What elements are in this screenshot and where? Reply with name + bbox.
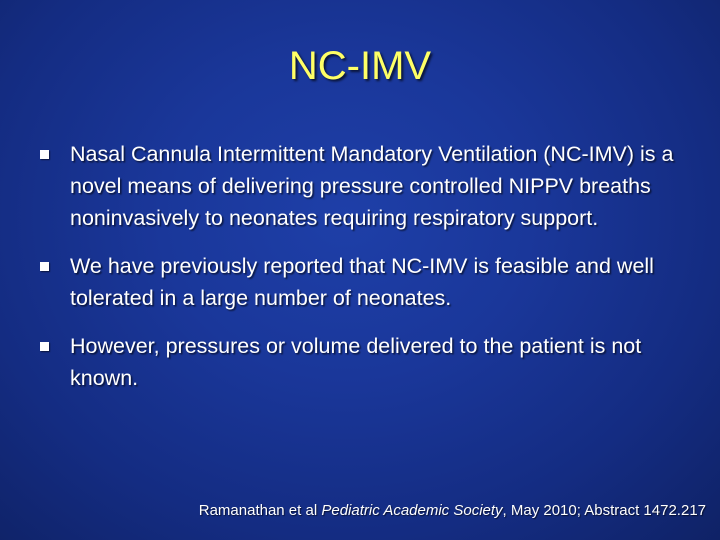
square-bullet-icon bbox=[40, 342, 49, 351]
bullet-text: However, pressures or volume delivered to the patient is not known. bbox=[70, 334, 642, 390]
bullet-list bbox=[38, 138, 688, 394]
citation bbox=[199, 500, 706, 522]
bullet-text: Nasal Cannula Intermittent Mandatory Ventilation (NC-IMV) is a novel means of delivering pressure controlled NIPPV breaths noninvasively to neonates requiring respiratory support. bbox=[70, 142, 674, 230]
bullet-text: We have previously reported that NC-IMV is feasible and well tolerated in a large number of neonates. bbox=[70, 254, 654, 310]
square-bullet-icon bbox=[40, 150, 49, 159]
bullet-item bbox=[38, 138, 688, 234]
square-bullet-icon bbox=[40, 262, 49, 271]
bullet-item bbox=[38, 330, 688, 394]
citation-details: , May 2010; Abstract 1472.217 bbox=[502, 502, 706, 519]
citation-journal: Pediatric Academic Society bbox=[321, 502, 503, 519]
slide-title: NC-IMV bbox=[288, 44, 432, 88]
citation-authors: Ramanathan et al bbox=[198, 502, 318, 519]
bullet-item bbox=[38, 250, 688, 314]
